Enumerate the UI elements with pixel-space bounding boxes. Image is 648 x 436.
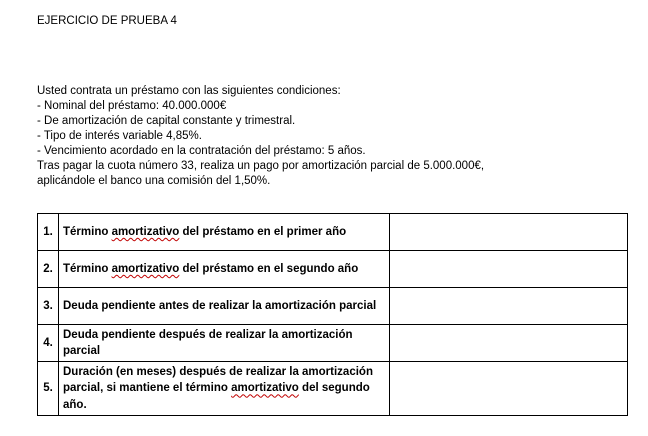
question-text-part: del préstamo en el segundo año — [179, 262, 359, 275]
statement-line: Usted contrata un préstamo con las siguientes condiciones: — [37, 85, 341, 97]
question-number: 3. — [38, 288, 59, 325]
answer-cell[interactable] — [390, 362, 628, 416]
statement-line: - Nominal del préstamo: 40.000.000€ — [37, 99, 227, 112]
question-text: Deuda pendiente antes de realizar la amortización parcial — [59, 288, 390, 325]
statement-line: - Tipo de interés variable 4,85%. — [37, 129, 202, 142]
statement-line: - De amortización de capital constante y trimestral. — [37, 114, 296, 127]
question-number: 2. — [38, 251, 59, 288]
table-row — [38, 362, 628, 416]
table-row — [38, 214, 628, 251]
spellcheck-word: amortizativo — [111, 262, 180, 275]
exercise-title: EJERCICIO DE PRUEBA 4 — [37, 15, 177, 27]
statement-line: Tras pagar la cuota número 33, realiza un pago por amortización parcial de 5.000.000€, — [37, 159, 485, 172]
answer-cell[interactable] — [390, 288, 628, 325]
table-row — [38, 251, 628, 288]
spellcheck-word: amortizativo — [111, 225, 180, 238]
question-text — [59, 214, 390, 251]
question-text-part: Duración (en meses) después de realizar la amortización parcial, si mantiene el término — [63, 366, 373, 395]
question-number: 5. — [38, 362, 59, 416]
answer-cell[interactable] — [390, 251, 628, 288]
question-text-part: del préstamo en el primer año — [179, 225, 347, 238]
question-number: 4. — [38, 325, 59, 362]
answer-cell[interactable] — [390, 325, 628, 362]
table-row — [38, 288, 628, 325]
statement-line: - Vencimiento acordado en la contratación del préstamo: 5 años. — [37, 144, 366, 157]
table-row — [38, 325, 628, 362]
questions-table — [37, 213, 628, 416]
question-text — [59, 362, 390, 416]
question-text-part: Término — [63, 225, 112, 238]
statement-line: aplicándole el banco una comisión del 1,50%. — [37, 174, 271, 187]
question-text-part: del segundo año. — [63, 382, 370, 411]
question-text — [59, 251, 390, 288]
answer-cell[interactable] — [390, 214, 628, 251]
question-text: Deuda pendiente después de realizar la amortización parcial — [59, 325, 390, 362]
question-number: 1. — [38, 214, 59, 251]
exercise-statement — [37, 84, 637, 189]
question-text-part: Término — [63, 262, 112, 275]
spellcheck-word: amortizativo — [231, 382, 299, 395]
